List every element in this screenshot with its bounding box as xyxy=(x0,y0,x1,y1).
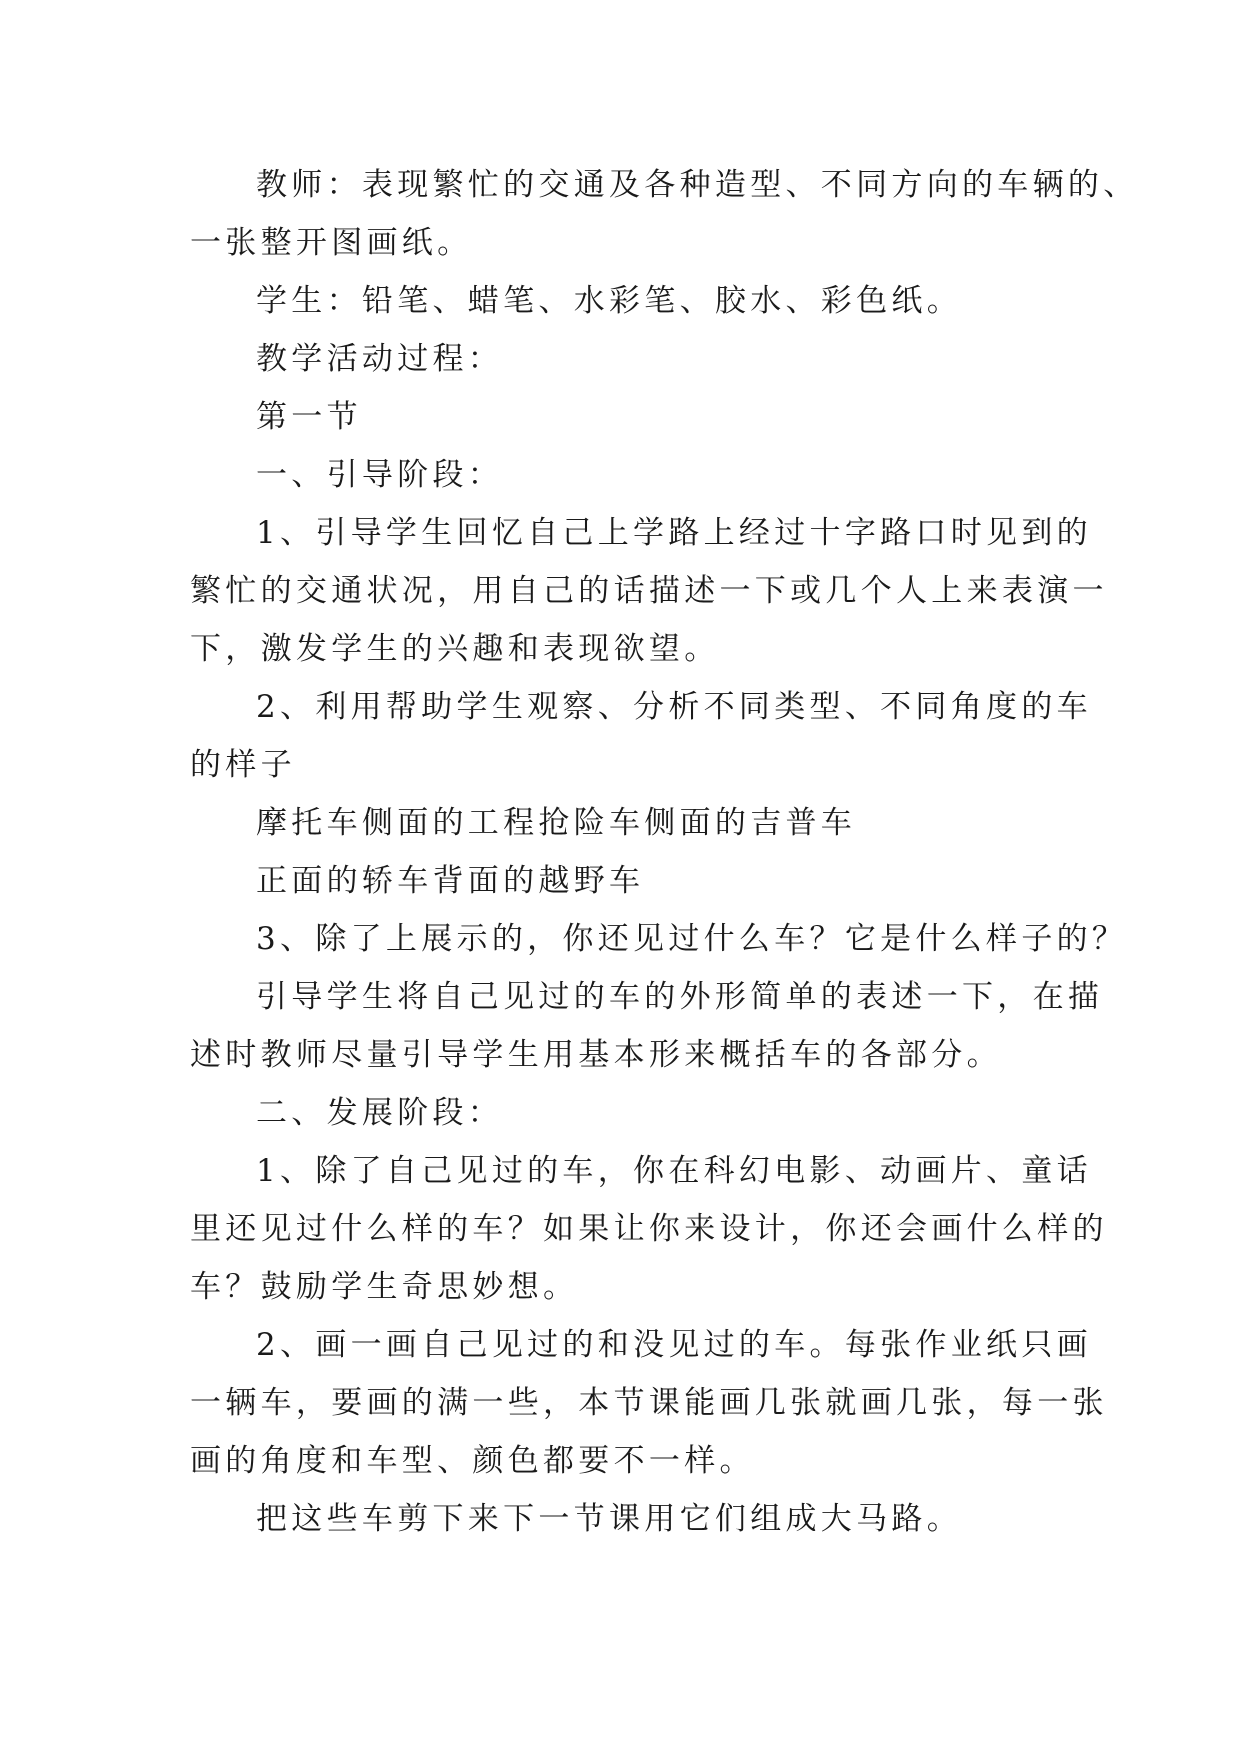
text-line-develop-2: 2、画一画自己见过的和没见过的车。每张作业纸只画 xyxy=(256,1327,1092,1363)
text-line-develop-2-cont-a: 一辆车，要画的满一些，本节课能画几张就画几张，每一张 xyxy=(190,1385,1108,1421)
text-line-develop-closing: 把这些车剪下来下一节课用它们组成大马路。 xyxy=(256,1501,962,1537)
text-line-guide-3-desc-cont: 述时教师尽量引导学生用基本形来概括车的各部分。 xyxy=(190,1037,1002,1073)
section-heading-process: 教学活动过程： xyxy=(256,341,504,377)
text-line-guide-2: 2、利用帮助学生观察、分析不同类型、不同角度的车 xyxy=(256,689,1092,725)
text-line-guide-3: 3、除了上展示的，你还见过什么车？它是什么样子的？ xyxy=(256,921,1128,957)
text-line-guide-2-cont: 的样子 xyxy=(190,747,296,783)
text-line-materials-student: 学生：铅笔、蜡笔、水彩笔、胶水、彩色纸。 xyxy=(256,283,962,319)
text-line-guide-1-cont-a: 繁忙的交通状况，用自己的话描述一下或几个人上来表演一 xyxy=(190,573,1108,609)
text-line-guide-1-cont-b: 下，激发学生的兴趣和表现欲望。 xyxy=(190,631,720,667)
text-line-develop-1-cont-a: 里还见过什么样的车？如果让你来设计，你还会画什么样的 xyxy=(190,1211,1108,1247)
section-heading-lesson-one: 第一节 xyxy=(256,399,362,435)
text-line-develop-1: 1、除了自己见过的车，你在科幻电影、动画片、童话 xyxy=(256,1153,1092,1189)
text-line-vehicle-list-b: 正面的轿车背面的越野车 xyxy=(256,863,645,899)
text-line-guide-1: 1、引导学生回忆自己上学路上经过十字路口时见到的 xyxy=(256,515,1092,551)
section-heading-guide-stage: 一、引导阶段： xyxy=(256,457,504,493)
text-line-materials-teacher-cont: 一张整开图画纸。 xyxy=(190,225,473,261)
text-line-materials-teacher: 教师：表现繁忙的交通及各种造型、不同方向的车辆的、 xyxy=(256,167,1139,203)
text-line-develop-2-cont-b: 画的角度和车型、颜色都要不一样。 xyxy=(190,1443,755,1479)
text-line-guide-3-desc: 引导学生将自己见过的车的外形简单的表述一下，在描 xyxy=(256,979,1104,1015)
section-heading-develop-stage: 二、发展阶段： xyxy=(256,1095,504,1131)
text-line-vehicle-list-a: 摩托车侧面的工程抢险车侧面的吉普车 xyxy=(256,805,857,841)
text-line-develop-1-cont-b: 车？鼓励学生奇思妙想。 xyxy=(190,1269,579,1305)
document-body xyxy=(190,156,1139,1548)
